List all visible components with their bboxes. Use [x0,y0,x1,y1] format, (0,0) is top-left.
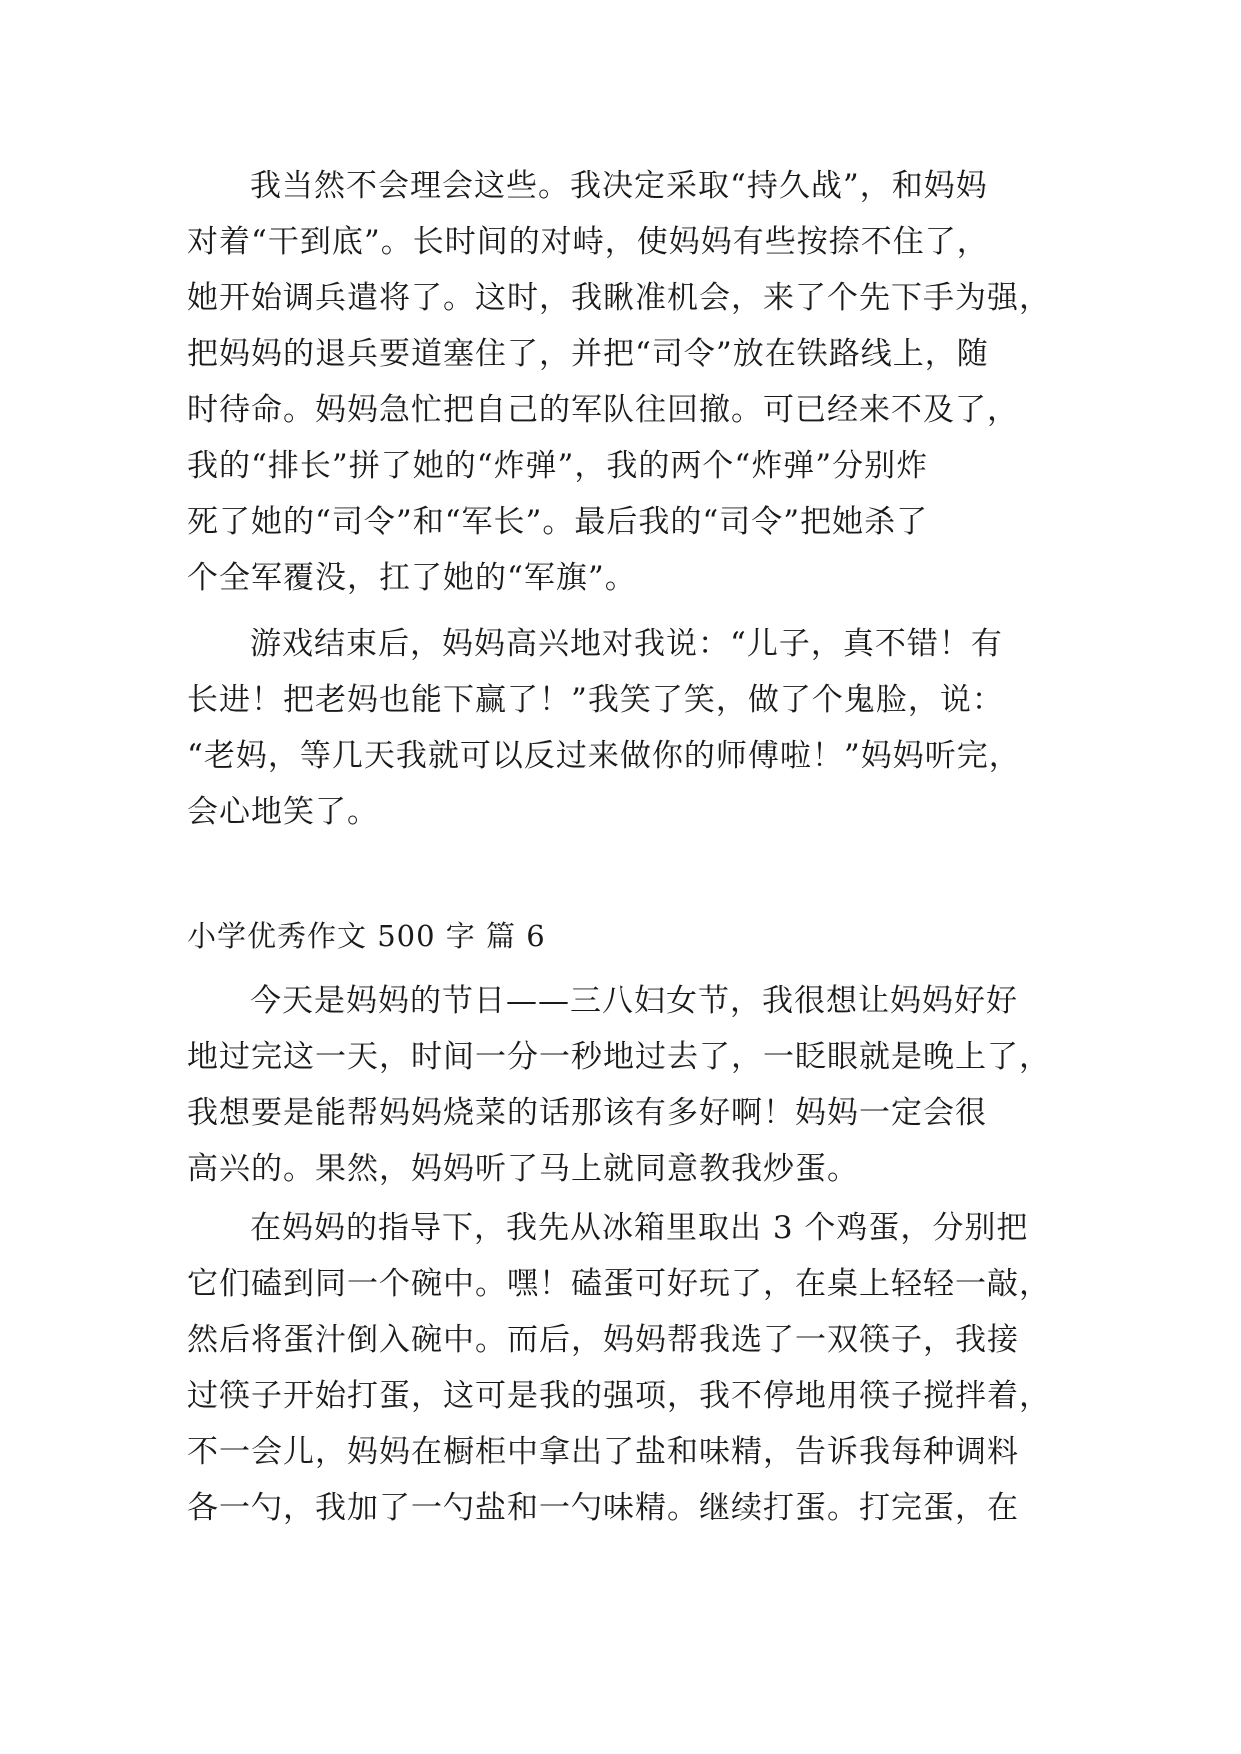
paragraph-line: 在妈妈的指导下，我先从冰箱里取出 3 个鸡蛋，分别把 [250,1210,1029,1246]
paragraph-line: 她开始调兵遣将了。这时，我瞅准机会，来了个先下手为强， [187,280,1051,316]
section-heading: 小学优秀作文 500 字 篇 6 [187,919,546,953]
paragraph-line: 过筷子开始打蛋，这可是我的强项，我不停地用筷子搅拌着， [187,1378,1051,1414]
paragraph-line: 地过完这一天，时间一分一秒地过去了，一眨眼就是晚上了， [187,1039,1051,1075]
paragraph-line: 会心地笑了。 [187,794,379,830]
paragraph-line: 我当然不会理会这些。我决定采取“持久战”，和妈妈 [250,168,988,204]
paragraph-line: 高兴的。果然，妈妈听了马上就同意教我炒蛋。 [187,1151,859,1187]
paragraph-line: 长进！把老妈也能下赢了！”我笑了笑，做了个鬼脸，说： [187,682,1004,718]
paragraph-line: 对着“干到底”。长时间的对峙，使妈妈有些按捺不住了， [187,224,989,260]
paragraph-line: “老妈，等几天我就可以反过来做你的师傅啦！”妈妈听完， [187,738,1021,774]
paragraph-line: 它们磕到同一个碗中。嘿！磕蛋可好玩了，在桌上轻轻一敲， [187,1266,1051,1302]
paragraph-line: 不一会儿，妈妈在橱柜中拿出了盐和味精，告诉我每种调料 [187,1434,1019,1470]
paragraph-line: 个全军覆没，扛了她的“军旗”。 [187,560,637,596]
paragraph-line: 各一勺，我加了一勺盐和一勺味精。继续打蛋。打完蛋，在 [187,1490,1019,1526]
paragraph-line: 然后将蛋汁倒入碗中。而后，妈妈帮我选了一双筷子，我接 [187,1322,1019,1358]
paragraph-line: 我想要是能帮妈妈烧菜的话那该有多好啊！妈妈一定会很 [187,1095,987,1131]
paragraph-line: 我的“排长”拼了她的“炸弹”，我的两个“炸弹”分别炸 [187,448,929,484]
paragraph-line: 今天是妈妈的节日——三八妇女节，我很想让妈妈好好 [250,983,1018,1019]
paragraph-line: 把妈妈的退兵要道塞住了，并把“司令”放在铁路线上，随 [187,336,989,372]
paragraph-line: 时待命。妈妈急忙把自己的军队往回撤。可已经来不及了， [187,392,1019,428]
paragraph-line: 游戏结束后，妈妈高兴地对我说：“儿子，真不错！有 [250,626,1003,662]
paragraph-line: 死了她的“司令”和“军长”。最后我的“司令”把她杀了 [187,504,929,540]
